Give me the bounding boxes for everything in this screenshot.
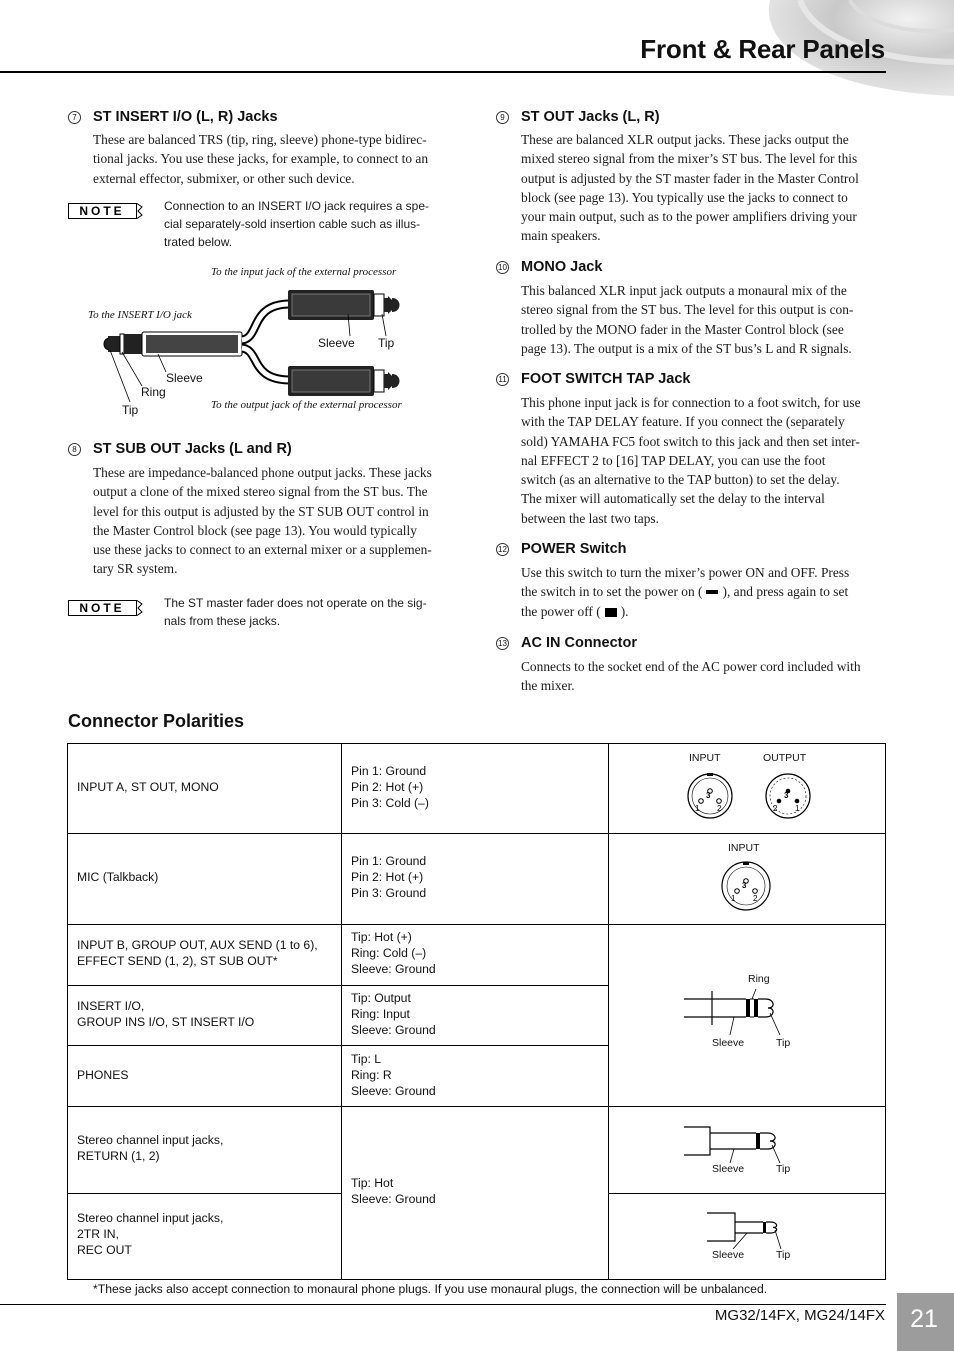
text-line: tional jacks. You use these jacks, for example, to connect to an [93, 151, 429, 167]
footer-rule [0, 1304, 886, 1305]
section-13-body [521, 657, 885, 696]
section-13-heading [496, 635, 637, 651]
table-row-name: Stereo channel input jacks, 2TR IN, REC OUT [77, 1211, 224, 1257]
text-line: level for this output is adjusted by the ST SUB OUT control in [93, 503, 429, 519]
trs-ring-label: Ring [748, 973, 770, 985]
ts-sleeve-label: Sleeve [712, 1163, 745, 1175]
note-label-icon [68, 600, 144, 616]
section-12-body [521, 563, 885, 621]
section-number: 9 [496, 111, 509, 124]
table-row-pins: Pin 1: Ground Pin 2: Hot (+) Pin 3: Ground [351, 854, 427, 900]
svg-text:3: 3 [706, 791, 711, 800]
caption-insert-jack: To the INSERT I/O jack [88, 309, 192, 321]
power-on-icon [706, 590, 718, 594]
svg-text:3: 3 [784, 791, 789, 800]
svg-text:NOTE: NOTE [79, 204, 125, 219]
label-sleeve-top: Sleeve [318, 336, 355, 350]
table-row-pins: Tip: L Ring: R Sleeve: Ground [351, 1052, 436, 1098]
svg-text:2: 2 [753, 894, 758, 903]
table-footnote: *These jacks also accept connection to monaural phone plugs. If you use monaural plugs, the connection will be unbalanced. [93, 1282, 768, 1296]
text-line: output is adjusted by the ST master fader in the Master Control [521, 170, 859, 186]
table-row-name: INPUT A, ST OUT, MONO [77, 780, 219, 794]
xlr-output-label: OUTPUT [763, 752, 807, 764]
section-9-body [521, 130, 885, 246]
insert-cable-diagram [80, 262, 460, 422]
table-row-divider [67, 1106, 886, 1107]
section-8-heading [68, 441, 292, 457]
text-line: the power off ( ). [521, 603, 629, 619]
polarities-table [67, 743, 886, 1280]
text-line: with the TAP DELAY feature. If you connect the (separately [521, 414, 845, 430]
text-line: block (see page 13). You typically use the jacks to connect to [521, 189, 848, 205]
text-line: page 13). The output is a mix of the ST bus’s L and R signals. [521, 340, 852, 356]
label-tip-top: Tip [378, 336, 395, 350]
section-number: 13 [496, 637, 509, 650]
section-number: 12 [496, 543, 509, 556]
table-row-divider [67, 1193, 342, 1194]
trs-tip-label: Tip [776, 1037, 791, 1049]
table-row-name: Stereo channel input jacks, RETURN (1, 2) [77, 1133, 224, 1163]
page-number: 21 [910, 1305, 938, 1333]
text-line: between the last two taps. [521, 510, 659, 526]
text-line: stereo signal from the ST bus. The level for this output is con- [521, 302, 854, 318]
section-title: POWER Switch [521, 541, 627, 557]
table-row-name: INPUT B, GROUP OUT, AUX SEND (1 to 6), EFFECT SEND (1, 2), ST SUB OUT* [77, 938, 318, 968]
text-line: These are impedance-balanced phone output jacks. These jacks [93, 465, 432, 480]
ts-plug-icon [684, 1123, 794, 1163]
text-line: the Master Control block (see page 13). You would typically [93, 522, 417, 538]
polarities-heading: Connector Polarities [68, 711, 245, 731]
text-line: main speakers. [521, 228, 601, 244]
table-border [67, 1279, 886, 1280]
svg-text:3: 3 [742, 881, 747, 890]
label-ring: Ring [141, 385, 166, 399]
section-12-heading [496, 541, 627, 557]
section-title: MONO Jack [521, 259, 603, 275]
table-row-divider [67, 985, 609, 986]
text-line: use these jacks to connect to an external mixer or a supplemen- [93, 542, 432, 558]
text-line: Connection to an INSERT I/O jack requires a spe- [164, 199, 430, 213]
section-8-body [93, 463, 457, 579]
section-title: AC IN Connector [521, 635, 637, 651]
section-11-heading [496, 371, 690, 387]
caption-input-jack: To the input jack of the external processor [211, 266, 397, 278]
section-11-body [521, 393, 885, 528]
text-line: external effector, submixer, or other such device. [93, 170, 355, 186]
insert-cable-drawing [80, 262, 460, 422]
text-line: These are balanced TRS (tip, ring, sleeve) phone-type bidirec- [93, 132, 427, 147]
xlr-female-connector-icon [685, 771, 735, 821]
text-line: output a clone of the mixed stereo signal from the ST bus. The [93, 484, 428, 500]
section-title: FOOT SWITCH TAP Jack [521, 371, 691, 387]
trs-sleeve-label: Sleeve [712, 1037, 745, 1049]
section-10-heading [496, 259, 602, 275]
text-line: The mixer will automatically set the delay to the interval [521, 491, 825, 507]
text-line: Use this switch to turn the mixer’s power ON and OFF. Press [521, 565, 850, 580]
section-number: 11 [496, 373, 509, 386]
page-title: Front & Rear Panels [640, 34, 885, 64]
caption-output-jack: To the output jack of the external processor [211, 399, 402, 411]
mini-ts-plug-icon [707, 1209, 797, 1249]
table-border [67, 743, 68, 1280]
mic-input-label: INPUT [728, 842, 760, 854]
mini-ts-sleeve-label: Sleeve [712, 1249, 745, 1261]
text-line: sold) YAMAHA FC5 foot switch to this jack and then set inter- [521, 433, 860, 449]
note-label-icon [68, 203, 144, 219]
section-title: ST INSERT I/O (L, R) Jacks [93, 109, 278, 125]
note-2-text [164, 594, 457, 630]
text-line: the mixer. [521, 678, 575, 694]
text-line: cial separately-sold insertion cable such as illus- [164, 217, 421, 231]
table-row-pins: Pin 1: Ground Pin 2: Hot (+) Pin 3: Cold (–) [351, 764, 429, 810]
svg-text:2: 2 [717, 804, 722, 813]
table-row-divider [67, 833, 886, 834]
table-border [67, 743, 886, 744]
table-row-pins: Tip: Hot (+) Ring: Cold (–) Sleeve: Ground [351, 930, 436, 976]
xlr-input-label: INPUT [689, 752, 721, 764]
trs-plug-icon [684, 989, 794, 1035]
svg-text:1: 1 [695, 804, 700, 813]
table-row-divider [67, 1045, 609, 1046]
text-line: trolled by the MONO fader in the Master Control block (see [521, 321, 844, 337]
text-line: mixed stereo signal from the mixer’s ST bus. The level for this [521, 151, 858, 167]
label-tip: Tip [122, 403, 139, 417]
table-column-divider [608, 743, 609, 1280]
page-number-tab [897, 1293, 954, 1351]
header-rule [0, 71, 886, 73]
text-line: nals from these jacks. [164, 614, 281, 628]
text-line: This phone input jack is for connection to a foot switch, for use [521, 395, 861, 410]
section-title: ST OUT Jacks (L, R) [521, 109, 660, 125]
table-row-divider [67, 924, 886, 925]
section-number: 7 [68, 111, 81, 124]
note-1-text [164, 197, 457, 251]
text-line: tary SR system. [93, 561, 178, 577]
svg-text:2: 2 [773, 804, 778, 813]
svg-text:1: 1 [731, 894, 736, 903]
section-title: ST SUB OUT Jacks (L and R) [93, 441, 292, 457]
text-line: This balanced XLR input jack outputs a monaural mix of the [521, 283, 847, 298]
power-off-icon [605, 608, 617, 617]
section-9-heading [496, 109, 660, 125]
text-line: your main output, such as to the power amplifiers driving your [521, 209, 857, 225]
table-column-divider [341, 743, 342, 1280]
ts-tip-label: Tip [776, 1163, 791, 1175]
section-number: 10 [496, 261, 509, 274]
footer-model-name: MG32/14FX, MG24/14FX [714, 1307, 885, 1324]
table-row-name: PHONES [77, 1068, 129, 1082]
mini-ts-tip-label: Tip [776, 1249, 791, 1261]
text-line: nal EFFECT 2 to [16] TAP DELAY, you can use the foot [521, 452, 826, 468]
svg-text:NOTE: NOTE [79, 601, 125, 616]
table-row-pins: Tip: Output Ring: Input Sleeve: Ground [351, 991, 436, 1037]
xlr-mic-connector-icon [720, 860, 772, 912]
table-row-divider [608, 1193, 886, 1194]
svg-text:1: 1 [795, 804, 800, 813]
text-line: The ST master fader does not operate on the sig- [164, 596, 427, 610]
table-row-name: INSERT I/O, GROUP INS I/O, ST INSERT I/O [77, 999, 255, 1029]
section-7-heading [68, 109, 278, 125]
section-7-body [93, 130, 457, 188]
table-row-pins: Tip: Hot Sleeve: Ground [351, 1176, 436, 1206]
table-row-name: MIC (Talkback) [77, 870, 159, 884]
text-line: switch (as an alternative to the TAP button) to set the delay. [521, 472, 840, 488]
section-number: 8 [68, 443, 81, 456]
xlr-male-connector-icon [763, 771, 813, 821]
text-line: trated below. [164, 235, 233, 249]
text-line: the switch in to set the power on ( ), and press again to set [521, 584, 849, 600]
text-line: These are balanced XLR output jacks. These jacks output the [521, 132, 849, 147]
table-border [885, 743, 886, 1280]
text-line: Connects to the socket end of the AC power cord included with [521, 659, 861, 674]
label-sleeve: Sleeve [166, 371, 203, 385]
section-10-body [521, 281, 885, 358]
